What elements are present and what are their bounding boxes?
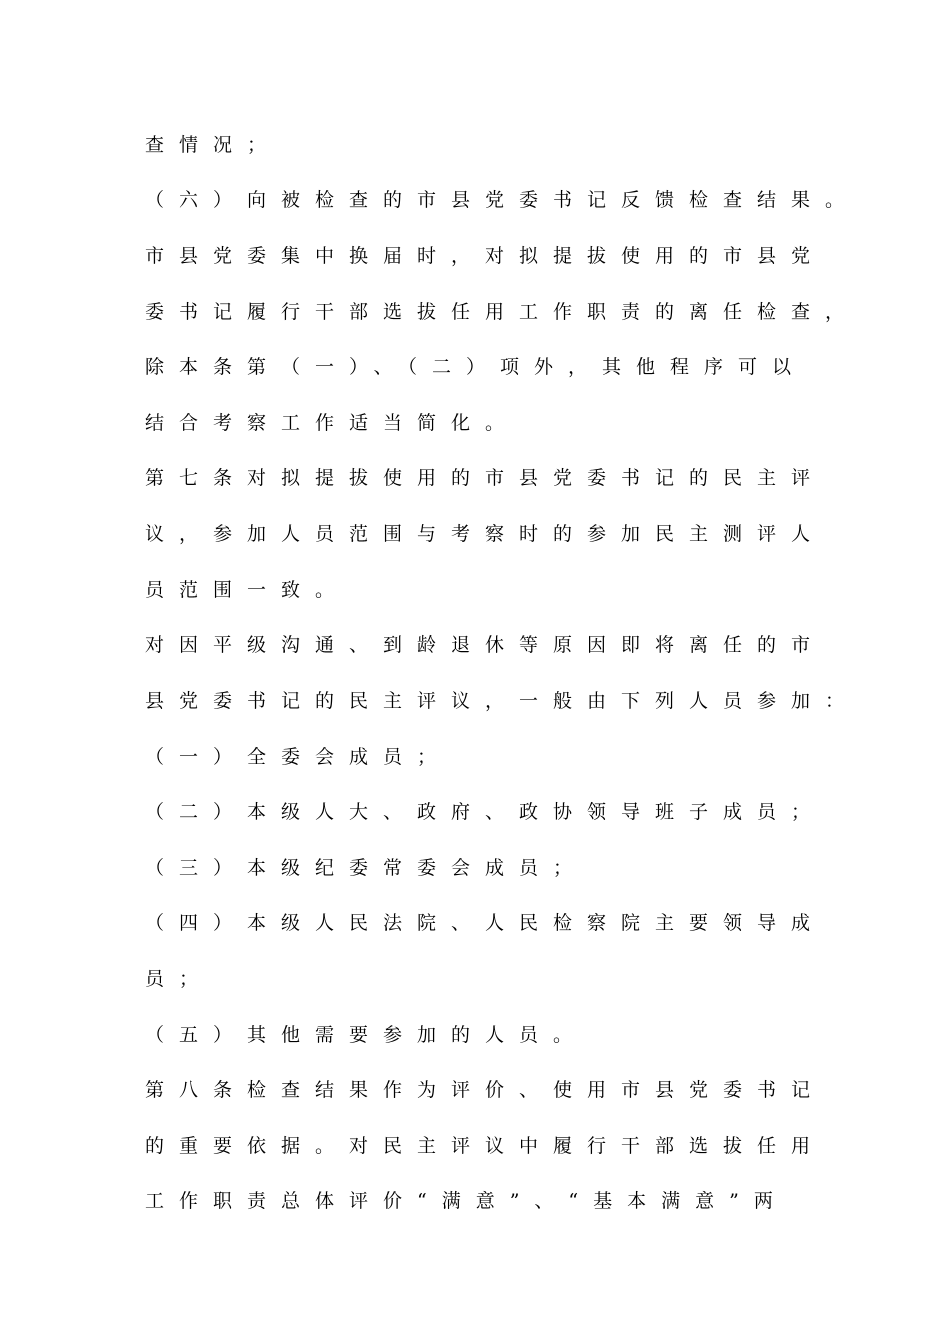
body-text-line: 议，参加人员范围与考察时的参加民主测评人 bbox=[145, 523, 826, 545]
body-text-line: 委书记履行干部选拔任用工作职责的离任检查， bbox=[145, 301, 860, 323]
body-text-line: （三）本级纪委常委会成员； bbox=[145, 857, 588, 879]
body-text-line: 员范围一致。 bbox=[145, 579, 350, 601]
body-text-line: 县党委书记的民主评议，一般由下列人员参加： bbox=[145, 690, 860, 712]
body-text-line: 的重要依据。对民主评议中履行干部选拔任用 bbox=[145, 1135, 826, 1157]
body-text-line: 市县党委集中换届时，对拟提拔使用的市县党 bbox=[145, 245, 826, 267]
body-text-line: （二）本级人大、政府、政协领导班子成员； bbox=[145, 801, 826, 823]
body-text-line: 员； bbox=[145, 968, 214, 990]
body-text-line: 工作职责总体评价“满意”、“基本满意”两 bbox=[145, 1190, 788, 1212]
body-text-line: （四）本级人民法院、人民检察院主要领导成 bbox=[145, 912, 826, 934]
body-text-line: （一）全委会成员； bbox=[145, 746, 452, 768]
body-text-line: 第七条对拟提拔使用的市县党委书记的民主评 bbox=[145, 467, 826, 489]
body-text-line: 除本条第（一）、（二）项外，其他程序可以 bbox=[145, 356, 807, 378]
body-text-line: 查情况； bbox=[145, 134, 282, 156]
body-text-line: 结合考察工作适当简化。 bbox=[145, 412, 520, 434]
body-text-line: 对因平级沟通、到龄退休等原因即将离任的市 bbox=[145, 634, 826, 656]
body-text-line: （六）向被检查的市县党委书记反馈检查结果。 bbox=[145, 189, 860, 211]
body-text-line: 第八条检查结果作为评价、使用市县党委书记 bbox=[145, 1079, 826, 1101]
body-text-line: （五）其他需要参加的人员。 bbox=[145, 1024, 588, 1046]
